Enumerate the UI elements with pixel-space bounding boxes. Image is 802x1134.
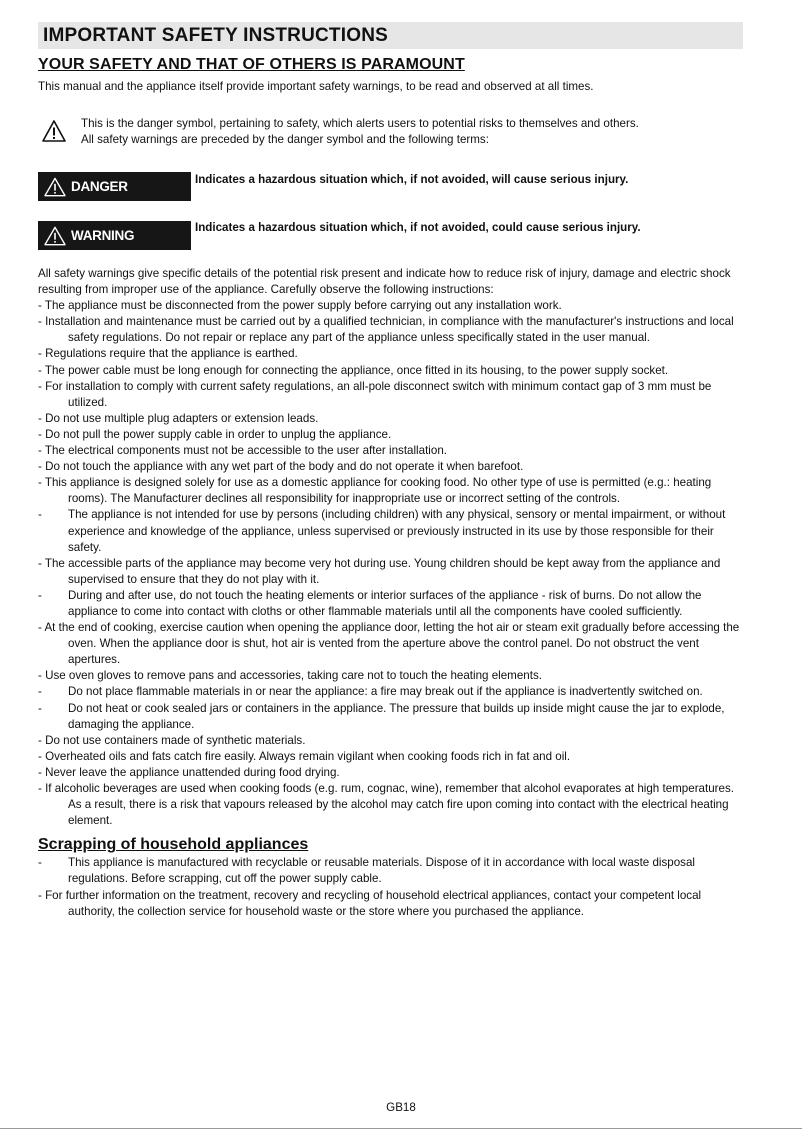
danger-label-text: DANGER	[71, 179, 128, 194]
intro-text: This manual and the appliance itself provide important safety warnings, to be read and observed at all times.	[38, 80, 594, 93]
danger-warning-icon	[44, 177, 66, 197]
list-dash: -	[38, 588, 42, 602]
page-title: IMPORTANT SAFETY INSTRUCTIONS	[43, 25, 388, 46]
list-item: - The accessible parts of the appliance may become very hot during use. Young children should be kept away from the appliance and supervised to ensure that they do not play with it.	[38, 556, 721, 586]
list-item: - The electrical components must not be accessible to the user after installation.	[38, 444, 447, 458]
warning-label	[38, 221, 191, 250]
list-item	[38, 684, 746, 700]
list-item	[38, 507, 746, 555]
list-item-text: The appliance is not intended for use by persons (including children) with any physical, sensory or mental impairment, or without experience and knowledge of the appliance, unless supervised or previously instructed in its use by those responsible for their safety.	[68, 508, 726, 554]
warning-label-text: WARNING	[71, 228, 135, 243]
list-item: - Use oven gloves to remove pans and accessories, taking care not to touch the heating elements.	[38, 669, 542, 683]
list-dash: -	[38, 508, 42, 522]
list-item: - Installation and maintenance must be carried out by a qualified technician, in compliance with the manufacturer's instructions and local safety regulations. Do not repair or replace any part of the appliance unless specifically stated in the user manual.	[38, 315, 734, 345]
page-bottom-rule	[0, 1128, 802, 1129]
list-item: - Overheated oils and fats catch fire easily. Always remain vigilant when cooking foods rich in fat and oil.	[38, 749, 571, 763]
list-item: - Never leave the appliance unattended during food drying.	[38, 765, 340, 779]
warning-description: Indicates a hazardous situation which, if not avoided, could cause serious injury.	[195, 221, 641, 234]
list-item: - Do not use multiple plug adapters or extension leads.	[38, 411, 319, 425]
danger-symbol-icon	[42, 119, 66, 143]
page-subtitle: YOUR SAFETY AND THAT OF OTHERS IS PARAMOUNT	[38, 56, 465, 73]
list-item: - For further information on the treatment, recovery and recycling of household electrical appliances, contact your competent local authority, the collection service for household waste or the store where you purchased the appliance.	[38, 888, 702, 918]
list-item: - The power cable must be long enough for connecting the appliance, once fitted in its housing, to the power supply socket.	[38, 363, 669, 377]
scrapping-heading: Scrapping of household appliances	[38, 836, 309, 854]
safety-instructions-body	[38, 266, 746, 920]
page-number: GB18	[386, 1101, 416, 1114]
danger-symbol-line-1: This is the danger symbol, pertaining to safety, which alerts users to potential risks to themselves and others.	[81, 117, 639, 130]
list-item-text: This appliance is manufactured with recyclable or reusable materials. Dispose of it in accordance with local waste disposal regulations. Before scrapping, cut off the power supply cable.	[68, 856, 696, 886]
list-item: - The appliance must be disconnected from the power supply before carrying out any installation work.	[38, 299, 562, 313]
list-item: - This appliance is designed solely for use as a domestic appliance for cooking food. No other type of use is permitted (e.g.: heating rooms). The Manufacturer declines all responsibility for inappropriate use or incorrect setting of the controls.	[38, 476, 712, 506]
list-item	[38, 588, 746, 620]
list-item: - Do not pull the power supply cable in order to unplug the appliance.	[38, 427, 392, 441]
list-item-text: Do not heat or cook sealed jars or containers in the appliance. The pressure that builds up inside might cause the jar to explode, damaging the appliance.	[68, 701, 725, 731]
list-item: - Do not use containers made of synthetic materials.	[38, 733, 306, 747]
instructions-intro: All safety warnings give specific details of the potential risk present and indicate how to reduce risk of injury, damage and electric shock resulting from improper use of the appliance. Carefully observe the following instructions:	[38, 267, 731, 297]
list-item: - Regulations require that the appliance is earthed.	[38, 347, 298, 361]
list-item: - Do not touch the appliance with any wet part of the body and do not operate it when barefoot.	[38, 460, 524, 474]
list-dash: -	[38, 701, 42, 715]
warning-warning-icon	[44, 226, 66, 246]
danger-label	[38, 172, 191, 201]
danger-description: Indicates a hazardous situation which, if not avoided, will cause serious injury.	[195, 173, 629, 186]
danger-symbol-line-2: All safety warnings are preceded by the danger symbol and the following terms:	[81, 133, 489, 146]
list-item	[38, 701, 746, 733]
list-item: - At the end of cooking, exercise caution when opening the appliance door, letting the hot air or steam exit gradually before accessing the oven. When the appliance door is shut, hot air is vented from the aperture above the control panel. Do not obstruct the vent apertures.	[38, 621, 740, 667]
list-item: - For installation to comply with current safety regulations, an all-pole disconnect switch with minimum contact gap of 3 mm must be utilized.	[38, 379, 712, 409]
list-item-text: Do not place flammable materials in or near the appliance: a fire may break out if the appliance is inadvertently switched on.	[68, 685, 703, 699]
list-dash: -	[38, 856, 42, 870]
scrapping-list	[38, 855, 746, 919]
list-dash: -	[38, 685, 42, 699]
danger-symbol-description	[81, 116, 639, 148]
list-item: - If alcoholic beverages are used when cooking foods (e.g. rum, cognac, wine), remember that alcohol evaporates at high temperatures. As a result, there is a risk that vapours released by the alcohol may catch fire upon coming into contact with the electrical heating element.	[38, 782, 734, 828]
instructions-list	[38, 298, 746, 829]
list-item-text: During and after use, do not touch the heating elements or interior surfaces of the appliance - risk of burns. Do not allow the appliance to come into contact with cloths or other flammable materials until all the components have cooled sufficiently.	[68, 588, 702, 618]
list-item	[38, 855, 746, 887]
title-bar	[38, 22, 743, 49]
